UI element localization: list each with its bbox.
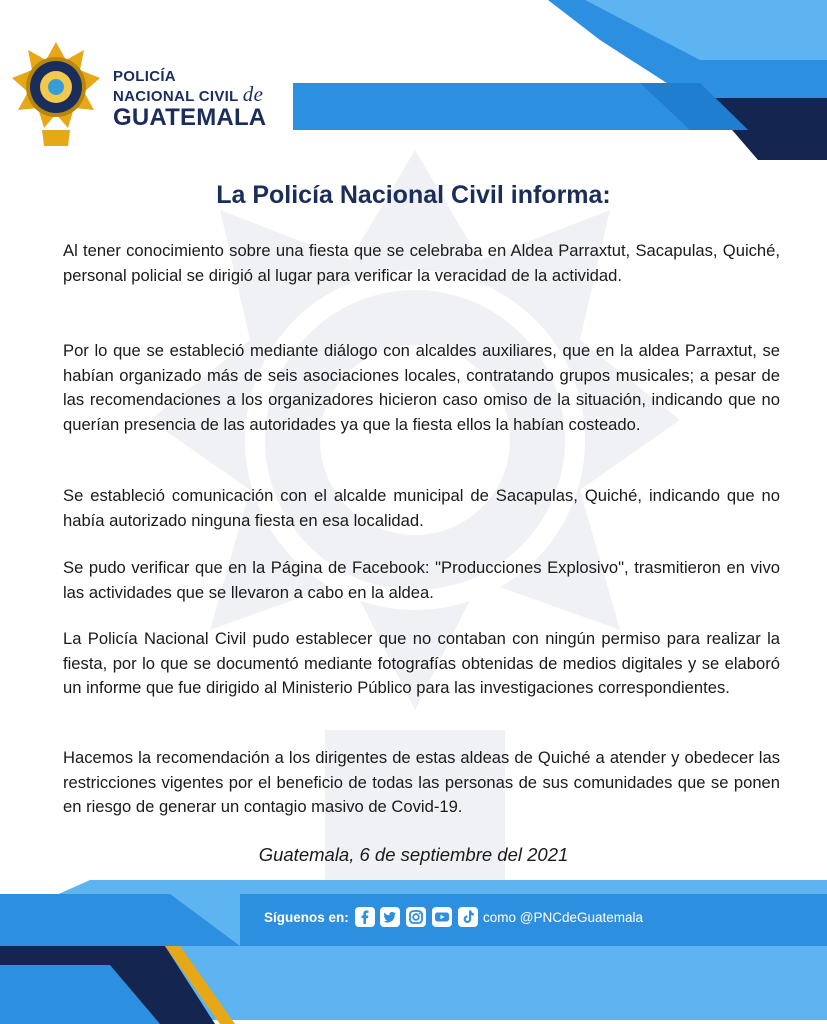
- instagram-icon[interactable]: [406, 907, 426, 927]
- paragraph-5: La Policía Nacional Civil pudo establecer que no contaban con ningún permiso para realizar la fiesta, por lo que se documentó mediante fotografías obtenidas de medios digitales y se elaboró un informe que fue dirigido al Ministerio Público para las investigaciones correspondientes.: [63, 629, 780, 697]
- logo-line-1: POLICÍA: [113, 68, 176, 85]
- social-handle[interactable]: como @PNCdeGuatemala: [483, 910, 644, 925]
- logo-line-2: [113, 82, 266, 106]
- paragraph-3: Se estableció comunicación con el alcalde municipal de Sacapulas, Quiché, indicando que no había autorizado ninguna fiesta en esa localidad.: [63, 486, 780, 530]
- logo-line-3: GUATEMALA: [113, 104, 267, 131]
- paragraph-6: Hacemos la recomendación a los dirigentes de estas aldeas de Quiché a atender y obedecer las restricciones vigentes por el beneficio de todas las personas de sus comunidades que se ponen en riesgo de generar un contagio masivo de Covid-19.: [63, 748, 780, 816]
- follow-label: Síguenos en:: [264, 910, 349, 925]
- logo-line-2-text: NACIONAL CIVIL: [113, 88, 239, 105]
- paragraph-2: Por lo que se estableció mediante diálogo con alcaldes auxiliares, que en la aldea Parraxtut, se habían organizado más de seis asociaciones locales, contratando grupos musicales; a pesar de las recomendaciones a los organizadores hicieron caso omiso de la situación, indicando que no querían presencia de las autoridades ya que la fiesta ellos la habían costeado.: [63, 341, 780, 434]
- document-title: La Policía Nacional Civil informa:: [216, 181, 611, 209]
- paragraph-1: Al tener conocimiento sobre una fiesta que se celebraba en Aldea Parraxtut, Sacapulas, Quiché, personal policial se dirigió al lugar para verificar la veracidad de la actividad.: [63, 241, 780, 285]
- footer-decoration: [0, 870, 827, 1024]
- paragraph-4: Se pudo verificar que en la Página de Facebook: "Producciones Explosivo", trasmitieron en vivo las actividades que se llevaron a cabo en la aldea.: [63, 558, 780, 602]
- youtube-icon[interactable]: [432, 907, 452, 927]
- twitter-icon[interactable]: [380, 907, 400, 927]
- logo-wordmark: [113, 68, 266, 130]
- facebook-icon[interactable]: [355, 907, 375, 927]
- pnc-badge-logo: [12, 42, 100, 147]
- date-line: Guatemala, 6 de septiembre del 2021: [258, 844, 569, 865]
- tiktok-icon[interactable]: [458, 907, 478, 927]
- logo-line-2-suffix: de: [242, 82, 264, 106]
